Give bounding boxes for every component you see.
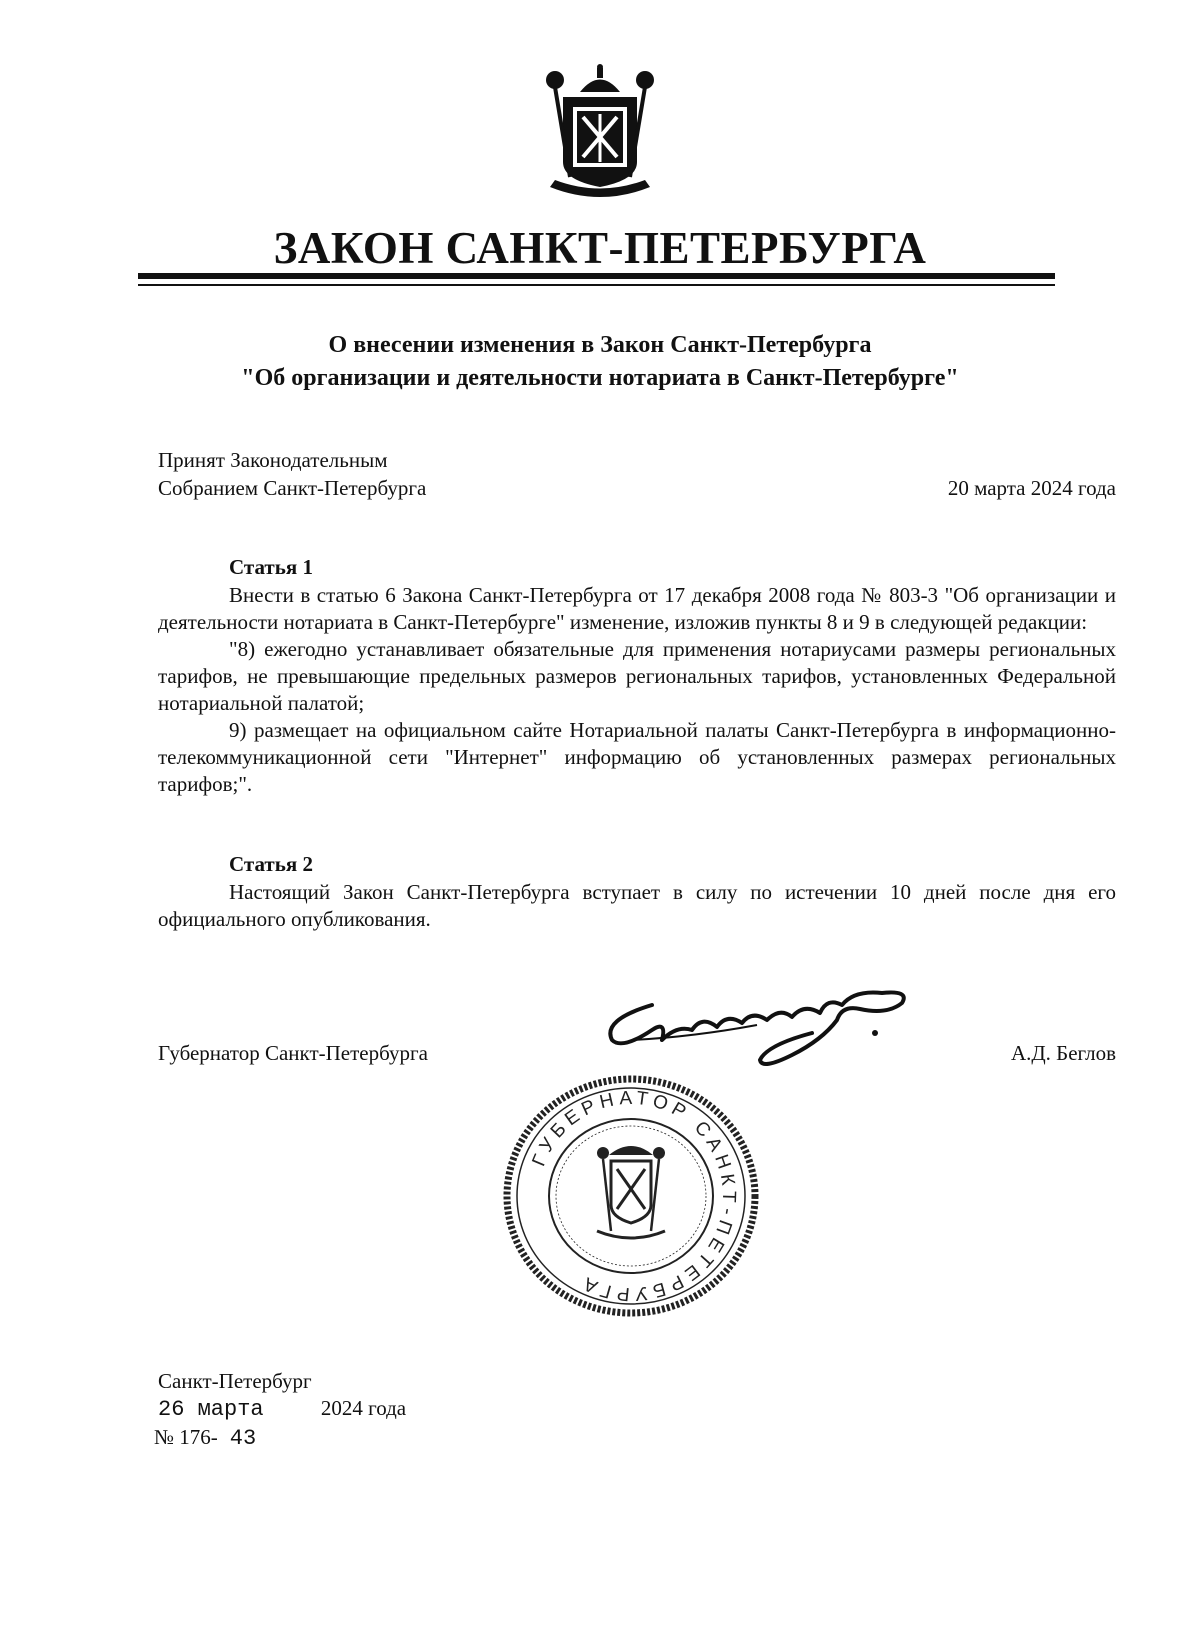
law-subtitle [0, 329, 1200, 395]
subtitle-line-2: "Об организации и деятельности нотариата в Санкт-Петербурге" [241, 365, 959, 391]
handwritten-signature [592, 985, 952, 1080]
coat-of-arms-emblem [535, 62, 665, 202]
signing-year: 2024 года [320, 1396, 407, 1420]
adoption-date: 20 марта 2024 года [947, 476, 1116, 500]
article-2-body [158, 879, 1116, 933]
governor-title: Губернатор Санкт-Петербурга [158, 1041, 428, 1065]
title-rule-thick [138, 273, 1055, 279]
subtitle-line-1: О внесении изменения в Закон Санкт-Петербурга [328, 332, 872, 358]
article-1-paragraph: "8) ежегодно устанавливает обязательные для применения нотариусами размеры региональных тарифов, не превышающие предельных размеров региональных тарифов, установленных Федеральной нотариальной палатой; [158, 637, 1116, 715]
adoption-line-1: Принят Законодательным [158, 448, 388, 472]
article-1-body [158, 582, 1116, 798]
article-1-paragraph: 9) размещает на официальном сайте Нотариальной палаты Санкт-Петербурга в информационно-телекоммуникационной сети "Интернет" информацию об установленных размерах региональных тарифов;". [158, 718, 1116, 796]
law-number-value: 43 [229, 1426, 257, 1451]
signing-date [158, 1396, 406, 1422]
law-title: ЗАКОН САНКТ-ПЕТЕРБУРГА [273, 223, 927, 273]
article-1-heading: Статья 1 [229, 555, 313, 579]
law-number-prefix: № 176- [154, 1425, 218, 1449]
article-2-paragraph: Настоящий Закон Санкт-Петербурга вступает в силу по истечении 10 дней после дня его официального опубликования. [158, 880, 1116, 931]
governor-name: А.Д. Беглов [1010, 1041, 1116, 1065]
signing-day-month: 26 марта [158, 1397, 264, 1422]
law-number [154, 1425, 256, 1451]
article-1-paragraph: Внести в статью 6 Закона Санкт-Петербурга от 17 декабря 2008 года № 803-3 "Об организации и деятельности нотариата в Санкт-Петербурге" изменение, изложив пункты 8 и 9 в следующей редакции: [158, 583, 1116, 634]
place-of-signing: Санкт-Петербург [158, 1369, 312, 1393]
seal-text: ГУБЕРНАТОР САНКТ-ПЕТЕРБУРГА [528, 1087, 740, 1305]
article-2-heading: Статья 2 [229, 852, 313, 876]
governor-seal [502, 1075, 760, 1317]
adoption-line-2: Собранием Санкт-Петербурга [158, 476, 427, 500]
adoption-statement [158, 446, 426, 502]
title-rule-thin [138, 284, 1055, 286]
